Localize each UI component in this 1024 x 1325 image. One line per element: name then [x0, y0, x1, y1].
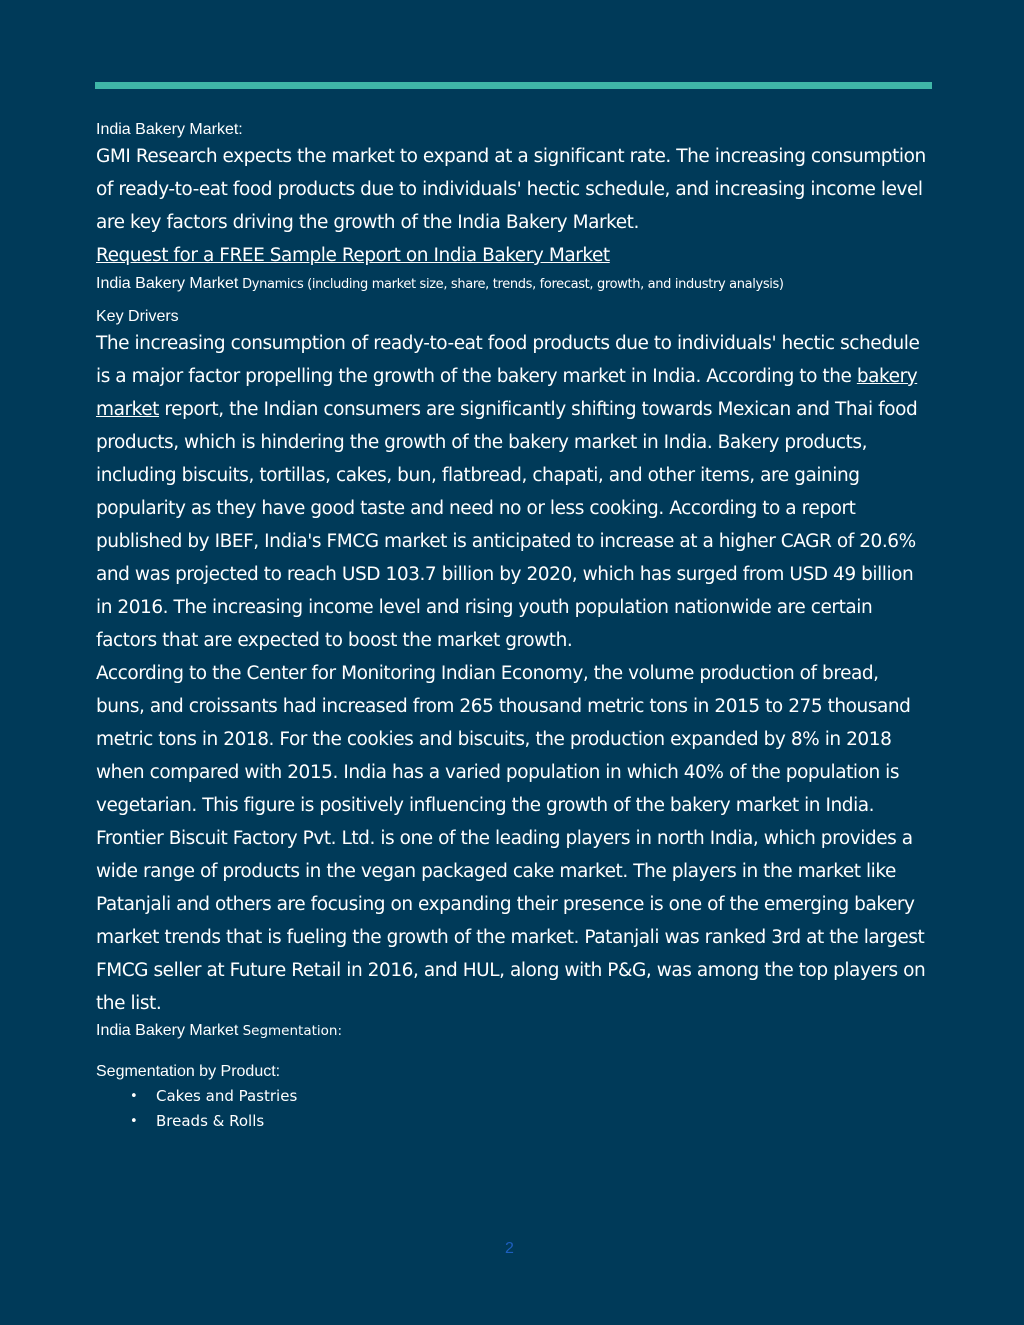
drivers-paragraph-2: According to the Center for Monitoring Indian Economy, the volume production of bread, buns, and croissants had increased from 265 thousand metric tons in 2015 to 275 thousand metric tons in 2018. For the cookies and biscuits, the production expanded by 8% in 2018 when compared with 2015. India has a varied population in which 40% of the population is vegetarian. This figure is positively influencing the growth of the bakery market in India. Frontier Biscuit Factory Pvt. Ltd. is one of the leading players in north India, which provides a wide range of products in the vegan packaged cake market. The players in the market like Patanjali and others are focusing on expanding their presence is one of the emerging bakery market trends that is fueling the growth of the market. Patanjali was ranked 3rd at the largest FMCG seller at Future Retail in 2016, and HUL, along with P&G, was among the top players on the list. [96, 663, 926, 1014]
dynamics-lead: India Bakery Market [96, 275, 239, 292]
list-item [96, 1109, 926, 1134]
segmentation-lead: India Bakery Market [96, 1022, 239, 1039]
page-number: 2 [505, 1240, 514, 1257]
product-label: Breads & Rolls [156, 1112, 265, 1130]
bullet-icon: • [130, 1114, 138, 1129]
key-drivers-heading: Key Drivers [96, 308, 179, 325]
bullet-icon: • [130, 1089, 138, 1104]
drivers-para1-start: The increasing consumption of ready-to-eat food products due to individuals' hectic schedule is a major factor propelling the growth of the bakery market in India. According to the [96, 333, 920, 387]
segmentation-tail: Segmentation: [238, 1023, 343, 1039]
product-list [96, 1084, 926, 1134]
top-accent-rule [95, 82, 932, 89]
segmentation-by-product-heading: Segmentation by Product: [96, 1063, 281, 1080]
drivers-para1-end: report, the Indian consumers are significantly shifting towards Mexican and Thai food products, which is hindering the growth of the bakery market in India. Bakery products, including biscuits, tortillas, cakes, bun, flatbread, chapati, and other items, are gaining popularity as they have good taste and need no or less cooking. According to a report published by IBEF, India's FMCG market is anticipated to increase at a higher CAGR of 20.6% and was projected to reach USD 103.7 billion by 2020, which has surged from USD 49 billion in 2016. The increasing income level and rising youth population nationwide are certain factors that are expected to boost the market growth. [96, 399, 918, 651]
list-item [96, 1084, 926, 1109]
drivers-paragraph-1 [96, 327, 926, 657]
bakery-market-link[interactable]: bakery market [96, 366, 918, 420]
dynamics-tail: Dynamics (including market size, share, trends, forecast, growth, and industry analysis) [238, 277, 784, 292]
segmentation-heading [96, 1020, 926, 1042]
document-body [96, 120, 926, 1134]
product-label: Cakes and Pastries [156, 1087, 298, 1105]
sample-report-link[interactable]: Request for a FREE Sample Report on India Bakery Market [96, 245, 610, 266]
sample-report-paragraph [96, 239, 926, 272]
dynamics-heading [96, 272, 926, 297]
market-heading: India Bakery Market: [96, 121, 243, 138]
market-intro: GMI Research expects the market to expand at a significant rate. The increasing consumption of ready-to-eat food products due to individuals' hectic schedule, and increasing income level are key factors driving the growth of the India Bakery Market. [96, 146, 926, 233]
